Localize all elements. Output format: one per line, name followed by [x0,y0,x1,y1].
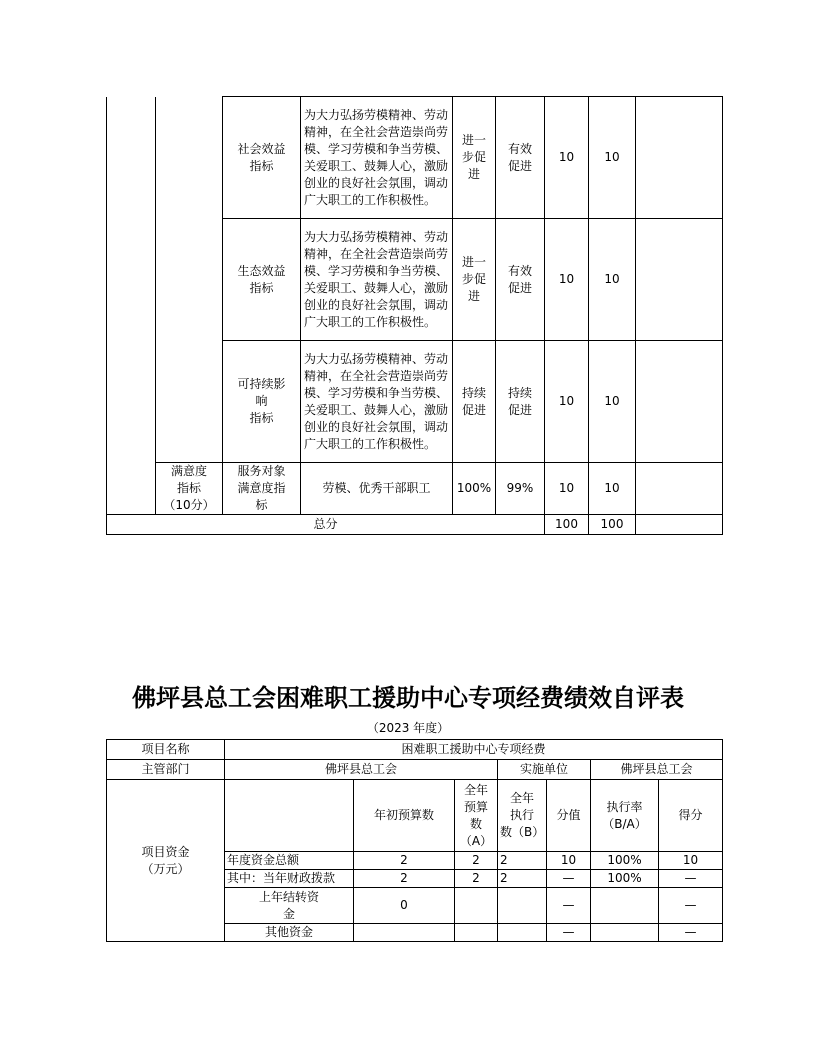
header-row [107,780,723,852]
header-rate-cell [591,780,659,852]
table-row [107,760,723,780]
project-name-value: 困难职工援助中心专项经费 [225,740,723,760]
annual-cell: 2 [455,870,498,888]
remark-cell [636,219,723,341]
indicator-cell [223,97,301,219]
total-label: 总分 [107,515,545,535]
score-cell: 10 [589,341,636,463]
content-text: 为大力弘扬劳模精神、劳动精神，在全社会营造崇尚劳模、学习劳模和争当劳模、关爱职工、鼓舞人心，激励创业的良好社会氛围，调动广大职工的工作积极性。 [304,351,449,451]
rate-cell: 100% [591,852,659,870]
header-rate: 执行率 （B/A） [602,799,647,831]
initial-cell [354,924,455,942]
row-label: 上年结转资 金 [258,889,319,921]
table-row [107,97,723,219]
score-cell: 10 [589,463,636,515]
initial-cell: 0 [354,888,455,924]
self-evaluation-table [106,739,723,942]
category-level2-cell [156,97,223,463]
header-executed-cell [498,780,547,852]
satisfaction-category: 满意度 指标 （10分） [163,464,215,512]
content-cell: 劳模、优秀干部职工 [301,463,453,515]
content-text: 为大力弘扬劳模精神、劳动精神，在全社会营造崇尚劳模、学习劳模和争当劳模、关爱职工、鼓舞人心，激励创业的良好社会氛围，调动广大职工的工作积极性。 [304,107,449,207]
score-cell: 10 [589,97,636,219]
impl-value: 佛坪县总工会 [591,760,723,780]
initial-cell: 2 [354,852,455,870]
rate-cell [591,924,659,942]
actual-cell [496,97,545,219]
rate-cell [591,888,659,924]
row-label: 其他资金 [225,924,354,942]
header-weight: 分值 [547,780,591,852]
total-weight: 100 [545,515,589,535]
remark-cell [636,463,723,515]
annual-cell: 2 [455,852,498,870]
annual-cell [455,888,498,924]
satisfaction-category-cell [156,463,223,515]
indicator-label: 可持续影 响 指标 [237,377,286,425]
target-cell: 100% [453,463,496,515]
executed-cell [498,924,547,942]
executed-cell [498,888,547,924]
remark-cell [636,341,723,463]
page-title: 佛坪县总工会困难职工援助中心专项经费绩效自评表 [132,683,684,712]
total-score: 100 [589,515,636,535]
target-value: 持续 促进 [461,385,486,417]
project-name-label: 项目名称 [107,740,225,760]
actual-value: 有效 促进 [507,141,532,173]
indicator-cell [223,341,301,463]
remark-cell [636,515,723,535]
content-cell [301,219,453,341]
indicator-cell [223,219,301,341]
year-subtitle: （2023 年度） [366,721,450,735]
weight-cell: 10 [545,341,589,463]
content-cell [301,341,453,463]
table-row [107,740,723,760]
header-score: 得分 [659,780,723,852]
executed-cell: 2 [498,852,547,870]
score-cell: — [659,888,723,924]
content-text: 为大力弘扬劳模精神、劳动精神，在全社会营造崇尚劳模、学习劳模和争当劳模、关爱职工、鼓舞人心，激励创业的良好社会氛围，调动广大职工的工作积极性。 [304,229,449,329]
rate-cell: 100% [591,870,659,888]
weight-cell: 10 [547,852,591,870]
dept-label: 主管部门 [107,760,225,780]
header-executed: 全年 执行 数（B） [500,791,545,839]
actual-cell [496,219,545,341]
indicator-label: 社会效益 指标 [237,141,286,173]
executed-cell: 2 [498,870,547,888]
weight-cell: 10 [545,97,589,219]
actual-value: 持续 促进 [507,385,532,417]
impl-label: 实施单位 [498,760,591,780]
target-value: 进一 步促 进 [461,133,486,181]
score-cell: — [659,870,723,888]
actual-cell: 99% [496,463,545,515]
initial-cell: 2 [354,870,455,888]
weight-cell: — [547,870,591,888]
row-label: 年度资金总额 [225,852,354,870]
funds-label: 项目资金 （万元） [141,844,190,876]
total-row [107,515,723,535]
actual-cell [496,341,545,463]
content-cell [301,97,453,219]
dept-value: 佛坪县总工会 [225,760,498,780]
row-label: 其中：当年财政拨款 [225,870,354,888]
weight-cell: 10 [545,219,589,341]
performance-indicator-table [106,96,723,535]
score-cell: 10 [589,219,636,341]
indicator-cell [223,463,301,515]
funds-label-cell [107,780,225,942]
target-cell [453,97,496,219]
header-annual: 全年 预算 数 （A） [459,782,493,848]
score-cell: — [659,924,723,942]
row-label-cell [225,888,354,924]
satisfaction-row [107,463,723,515]
target-value: 进一 步促 进 [461,255,486,303]
category-level1-cell [107,97,156,515]
annual-cell [455,924,498,942]
satisfaction-indicator: 服务对象 满意度指 标 [237,464,286,512]
score-cell: 10 [659,852,723,870]
weight-cell: — [547,888,591,924]
actual-value: 有效 促进 [507,263,532,295]
target-cell [453,341,496,463]
header-blank [225,780,354,852]
weight-cell: — [547,924,591,942]
header-annual-cell [455,780,498,852]
weight-cell: 10 [545,463,589,515]
indicator-label: 生态效益 指标 [237,263,286,295]
remark-cell [636,97,723,219]
target-cell [453,219,496,341]
header-initial: 年初预算数 [354,780,455,852]
